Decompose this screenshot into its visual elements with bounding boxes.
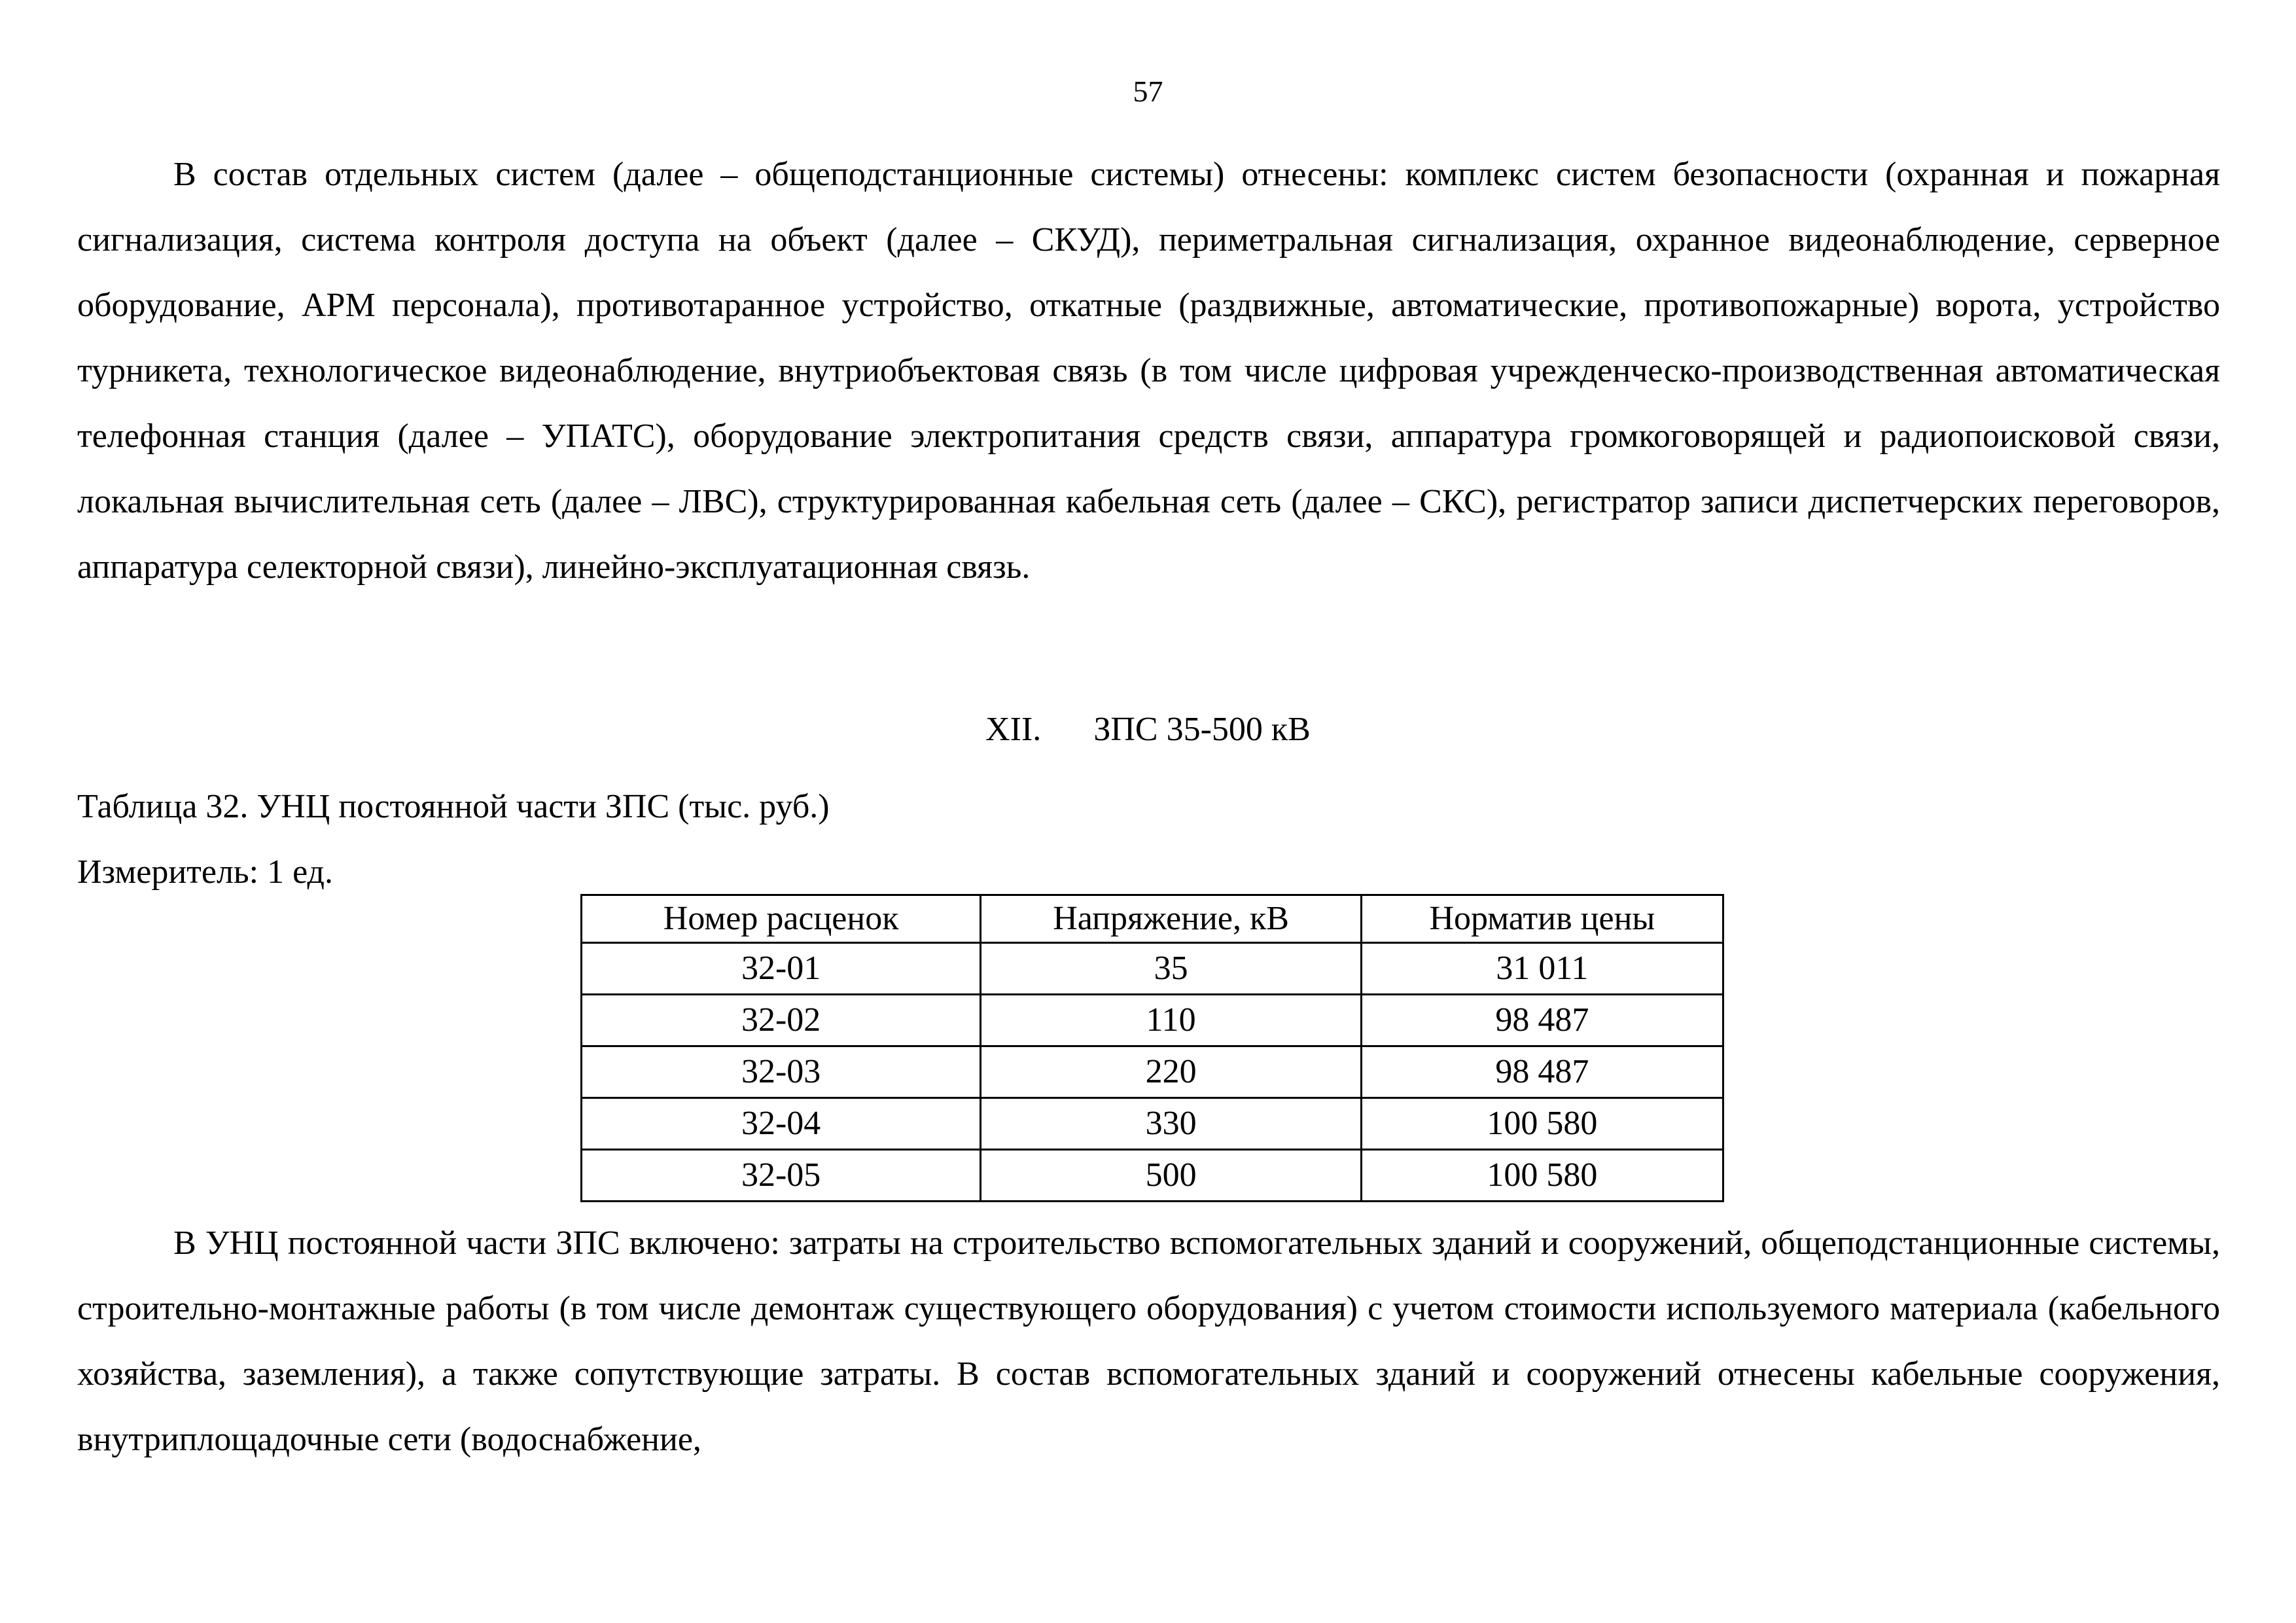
section-number: XII. bbox=[985, 711, 1042, 748]
cell-rate-number: 32-02 bbox=[582, 995, 981, 1046]
table-row bbox=[582, 943, 1723, 995]
table-header-row bbox=[582, 895, 1723, 943]
header-voltage: Напряжение, кВ bbox=[981, 895, 1362, 943]
header-rate-number: Номер расценок bbox=[582, 895, 981, 943]
header-price-standard: Норматив цены bbox=[1361, 895, 1723, 943]
table-caption: Таблица 32. УНЦ постоянной части ЗПС (тыс. руб.) bbox=[77, 788, 830, 825]
section-title: ЗПС 35-500 кВ bbox=[1093, 711, 1311, 748]
cell-voltage: 110 bbox=[981, 995, 1362, 1046]
table-row bbox=[582, 1098, 1723, 1150]
paragraph-permanent-part: В УНЦ постоянной части ЗПС включено: затраты на строительство вспомогательных зданий и сооружений, общеподстанционные системы, строительно-монтажные работы (в том числе демонтаж существующего оборудования) с учетом стоимости используемого материала (кабельного хозяйства, заземления), а также сопутствующие затраты. В состав вспомогательных зданий и сооружений отнесены кабельные сооружения, внутриплощадочные сети (водоснабжение, bbox=[77, 1224, 2220, 1458]
table-row bbox=[582, 1150, 1723, 1202]
cell-price: 31 011 bbox=[1361, 943, 1723, 995]
cell-price: 100 580 bbox=[1361, 1150, 1723, 1202]
cell-price: 98 487 bbox=[1361, 995, 1723, 1046]
cell-price: 98 487 bbox=[1361, 1046, 1723, 1098]
cell-rate-number: 32-04 bbox=[582, 1098, 981, 1150]
table-unit: Измеритель: 1 ед. bbox=[77, 853, 333, 891]
table-row bbox=[582, 995, 1723, 1046]
table-row bbox=[582, 1046, 1723, 1098]
cell-rate-number: 32-03 bbox=[582, 1046, 981, 1098]
paragraph-general-systems: В состав отдельных систем (далее – общеподстанционные системы) отнесены: комплекс систем безопасности (охранная и пожарная сигнализация, система контроля доступа на объект (далее – СКУД), периметральная сигнализация, охранное видеонаблюдение, серверное оборудование, АРМ персонала), противотаранное устройство, откатные (раздвижные, автоматические, противопожарные) ворота, устройство турникета, технологическое видеонаблюдение, внутриобъектовая связь (в том числе цифровая учрежденческо-производственная автоматическая телефонная станция (далее – УПАТС), оборудование электропитания средств связи, аппаратура громкоговорящей и радиопоисковой связи, локальная вычислительная сеть (далее – ЛВС), структурированная кабельная сеть (далее – СКС), регистратор записи диспетчерских переговоров, аппаратура селекторной связи), линейно-эксплуатационная связь. bbox=[77, 156, 2220, 586]
section-heading bbox=[0, 697, 2296, 762]
cell-voltage: 220 bbox=[981, 1046, 1362, 1098]
page-number: 57 bbox=[1133, 75, 1163, 108]
cell-voltage: 35 bbox=[981, 943, 1362, 995]
cell-price: 100 580 bbox=[1361, 1098, 1723, 1150]
cell-rate-number: 32-05 bbox=[582, 1150, 981, 1202]
cell-voltage: 500 bbox=[981, 1150, 1362, 1202]
price-table bbox=[580, 894, 1724, 1202]
cell-rate-number: 32-01 bbox=[582, 943, 981, 995]
cell-voltage: 330 bbox=[981, 1098, 1362, 1150]
